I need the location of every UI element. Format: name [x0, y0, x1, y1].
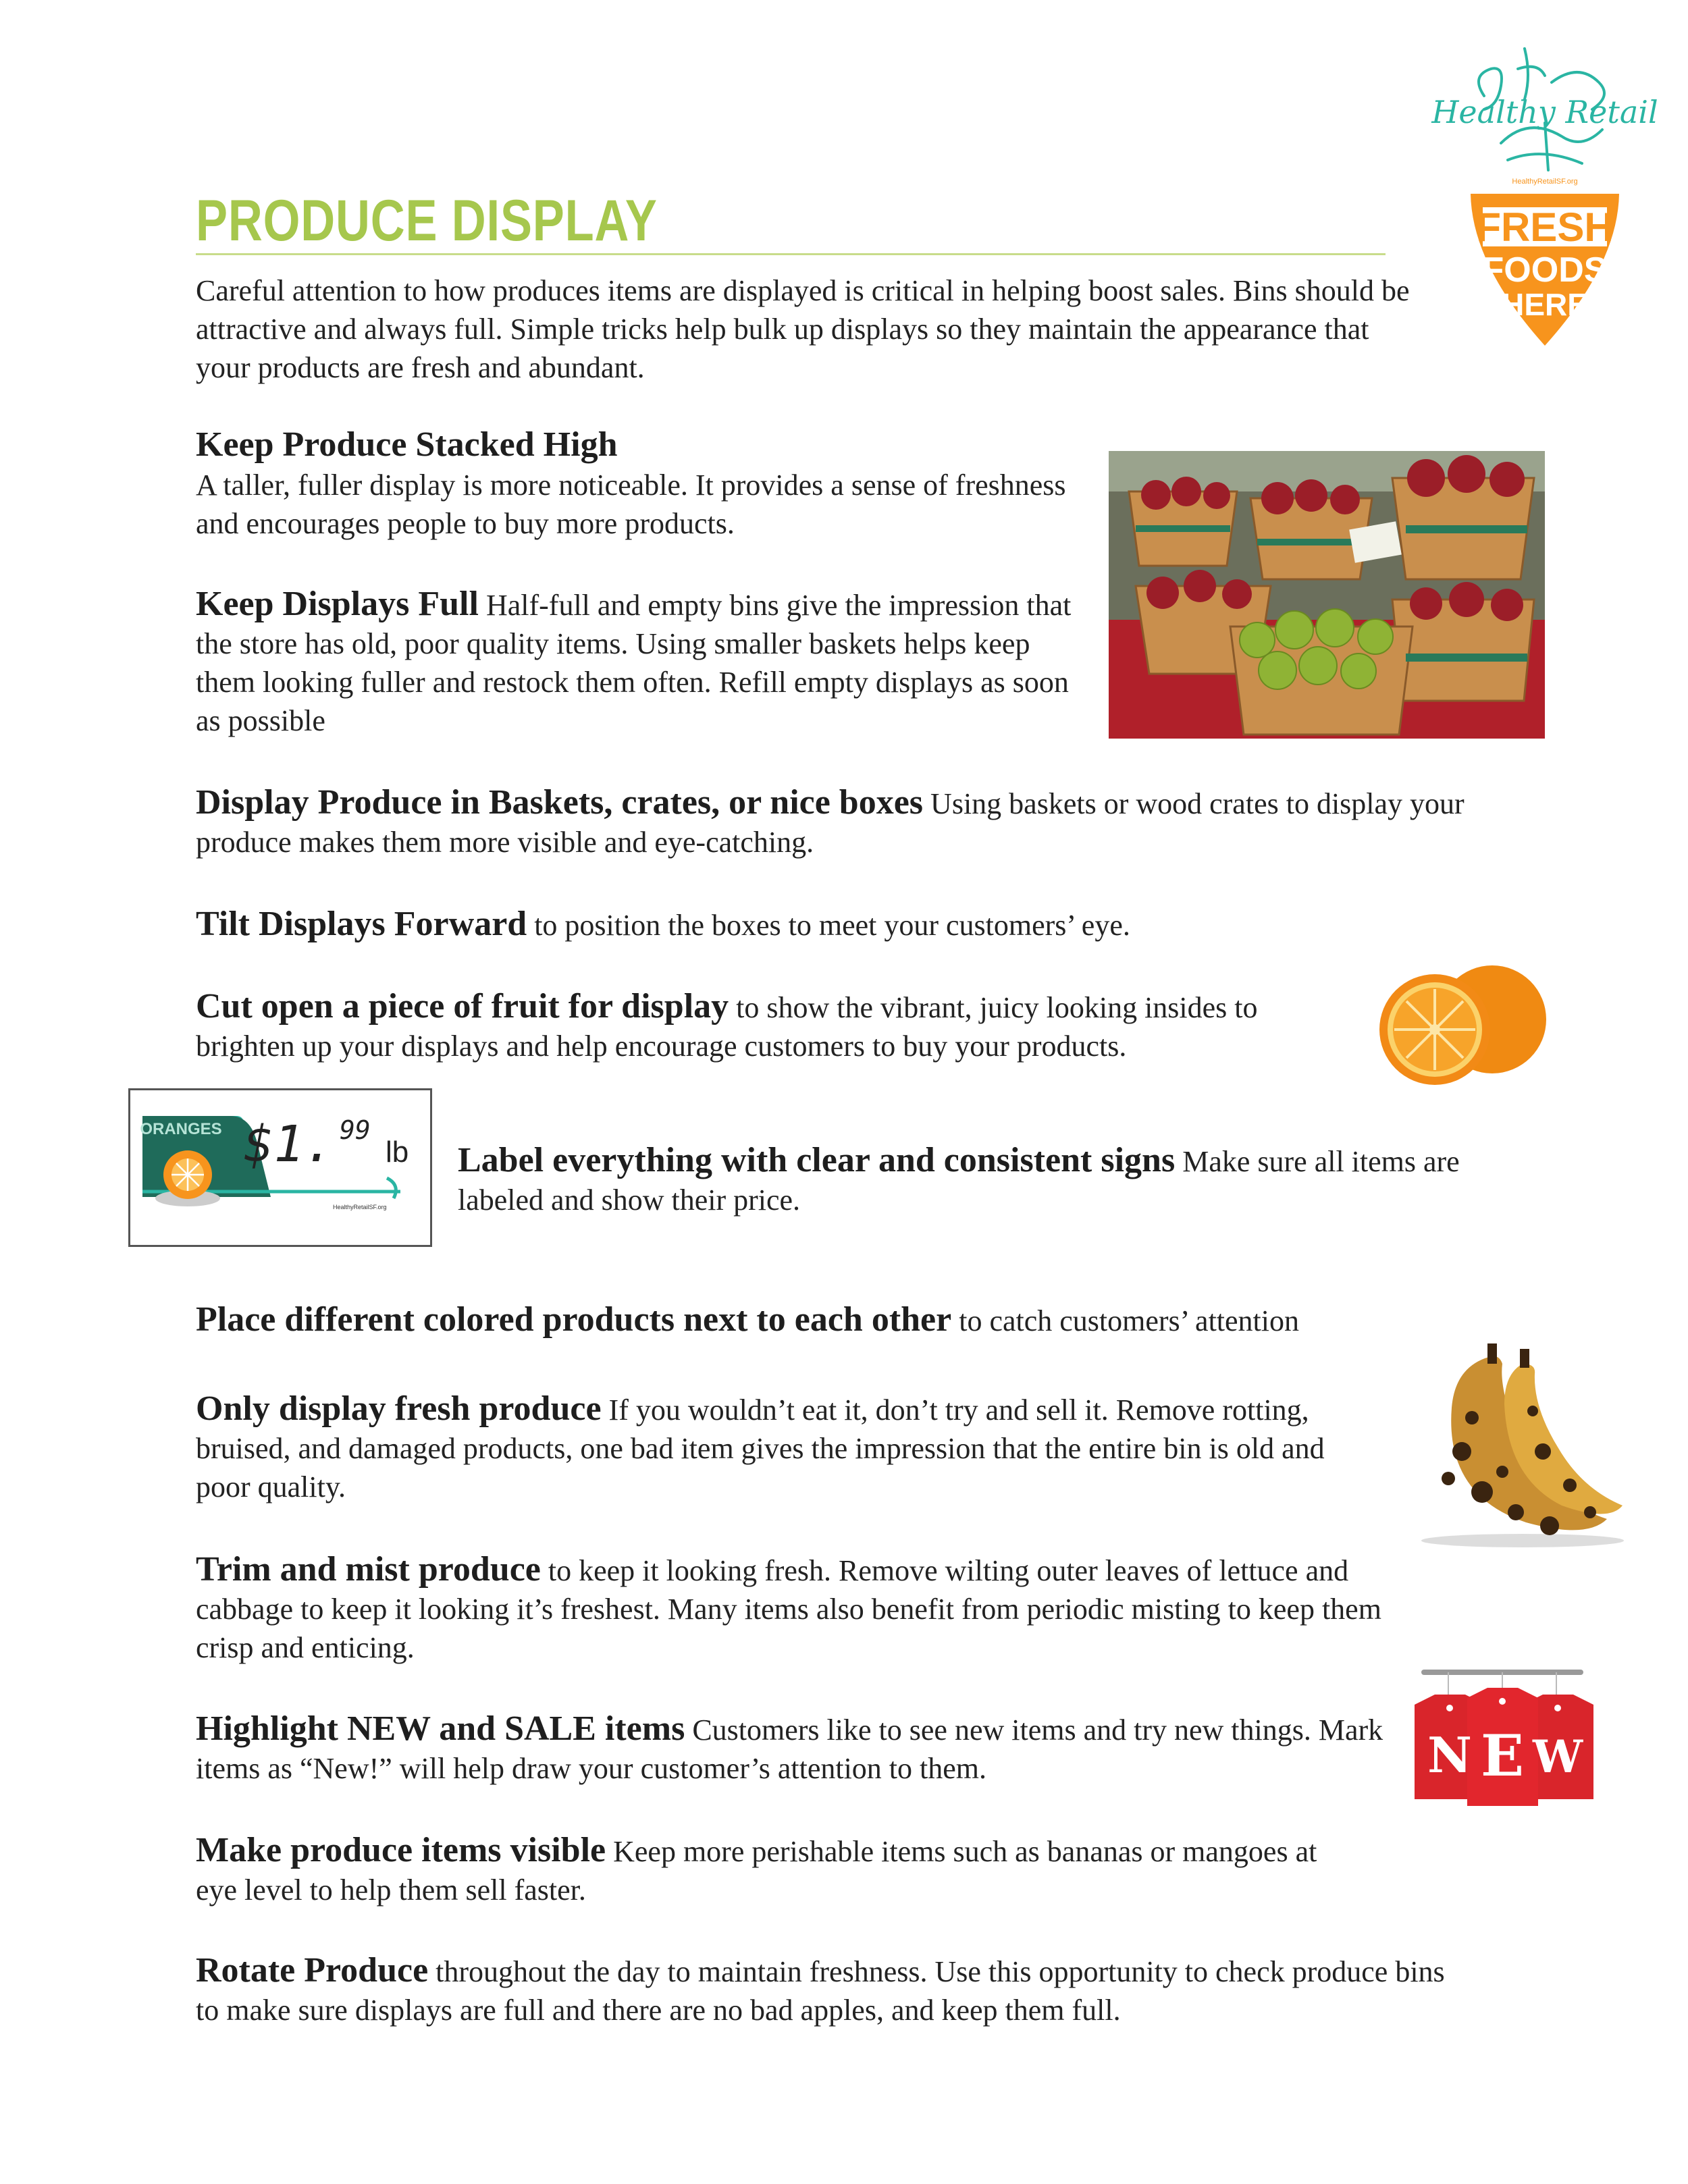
section-baskets-crates	[196, 783, 1465, 861]
price-sign-unit: lb	[386, 1136, 409, 1169]
price-sign-image	[128, 1088, 432, 1247]
new-tag-letter-e: E	[1480, 1722, 1525, 1789]
section-heading: Display Produce in Baskets, crates, or nice boxes	[196, 783, 924, 822]
logo-line3: HERE	[1502, 287, 1588, 322]
price-sign-dollars: $1.	[244, 1115, 334, 1173]
section-body: throughout the day to maintain freshness. Use this opportunity to check produce bins to make sure displays are full and there are no bad apples, and keep them full.	[196, 1955, 1445, 2027]
page-title: PRODUCE DISPLAY	[196, 188, 658, 253]
section-colored-products	[196, 1300, 1519, 1340]
logo-line2: FOODS	[1482, 250, 1608, 290]
logo-line1: FRESH	[1476, 205, 1614, 250]
section-body: Using baskets or wood crates to display your produce makes them more visible and eye-catching.	[196, 787, 1465, 859]
price-sign-site: HealthyRetailSF.org	[333, 1204, 387, 1210]
section-heading: Make produce items visible	[196, 1831, 606, 1869]
section-body: to position the boxes to meet your customers’ eye.	[534, 909, 1130, 942]
price-sign-product: ORANGES	[140, 1120, 222, 1138]
section-body: Keep more perishable items such as bananas or mangoes at eye level to help them sell faster.	[196, 1835, 1317, 1907]
section-body: to catch customers’ attention	[959, 1304, 1300, 1337]
section-heading: Highlight NEW and SALE items	[196, 1709, 685, 1748]
section-body: to keep it looking fresh. Remove wilting outer leaves of lettuce and cabbage to keep it looking it’s freshest. Many items also benefit from periodic misting to keep them crisp and enticing.	[196, 1554, 1381, 1664]
intro-paragraph: Careful attention to how produces items are displayed is critical in helping boost sales. Bins should be attractive and always full. Simple tricks help bulk up displays so they maintain the appearance that your products are fresh and abundant.	[196, 274, 1410, 384]
orange-photo	[1374, 959, 1550, 1094]
new-tag-letter-w: W	[1532, 1730, 1583, 1783]
section-heading: Place different colored products next to each other	[196, 1300, 952, 1339]
section-fresh-produce	[196, 1389, 1357, 1506]
title-divider	[196, 253, 1386, 255]
section-tilt-displays	[196, 905, 1465, 944]
section-heading: Only display fresh produce	[196, 1389, 602, 1428]
section-body: Customers like to see new items and try new things. Mark items as “New!” will help draw your customer’s attention to them.	[196, 1713, 1383, 1785]
price-sign-cents: 99	[340, 1115, 371, 1145]
logo-script-text: Healthy Retail	[1431, 94, 1658, 130]
section-body: Half-full and empty bins give the impression that the store has old, poor quality items. Using smaller baskets helps keep them looking fuller and restock them often. Refill empty displays as soon as possible	[196, 589, 1072, 737]
section-trim-mist	[196, 1550, 1438, 1667]
section-stacked-high	[196, 424, 1074, 543]
logo-small-text: HealthyRetailSF.org	[1512, 178, 1578, 186]
section-heading: Keep Displays Full	[196, 585, 479, 623]
new-tags-image	[1408, 1664, 1597, 1819]
new-tag-letter-n: N	[1427, 1726, 1472, 1784]
apple-baskets-photo	[1109, 451, 1545, 739]
section-heading: Keep Produce Stacked High	[196, 425, 618, 464]
section-body: A taller, fuller display is more noticeable. It provides a sense of freshness and encourages people to buy more products.	[196, 469, 1066, 540]
bruised-bananas-photo	[1408, 1343, 1637, 1553]
section-label-everything	[458, 1141, 1498, 1219]
section-heading: Tilt Displays Forward	[196, 905, 527, 943]
section-heading: Label everything with clear and consistent signs	[458, 1141, 1176, 1179]
section-heading: Trim and mist produce	[196, 1550, 541, 1589]
section-heading: Rotate Produce	[196, 1951, 429, 1990]
section-body: If you wouldn’t eat it, don’t try and sell it. Remove rotting, bruised, and damaged products, one bad item gives the impression that the entire bin is old and poor quality.	[196, 1393, 1325, 1503]
section-rotate-produce	[196, 1951, 1452, 2029]
section-cut-open-fruit	[196, 987, 1357, 1065]
section-body: Make sure all items are labeled and show their price.	[458, 1145, 1460, 1217]
fresh-foods-here-logo	[1431, 42, 1658, 359]
section-visible-items	[196, 1831, 1344, 1909]
section-displays-full	[196, 585, 1087, 740]
section-highlight-new-sale	[196, 1709, 1384, 1788]
section-heading: Cut open a piece of fruit for display	[196, 987, 729, 1026]
section-body: to show the vibrant, juicy looking insides to brighten up your displays and help encourage customers to buy your products.	[196, 991, 1258, 1063]
